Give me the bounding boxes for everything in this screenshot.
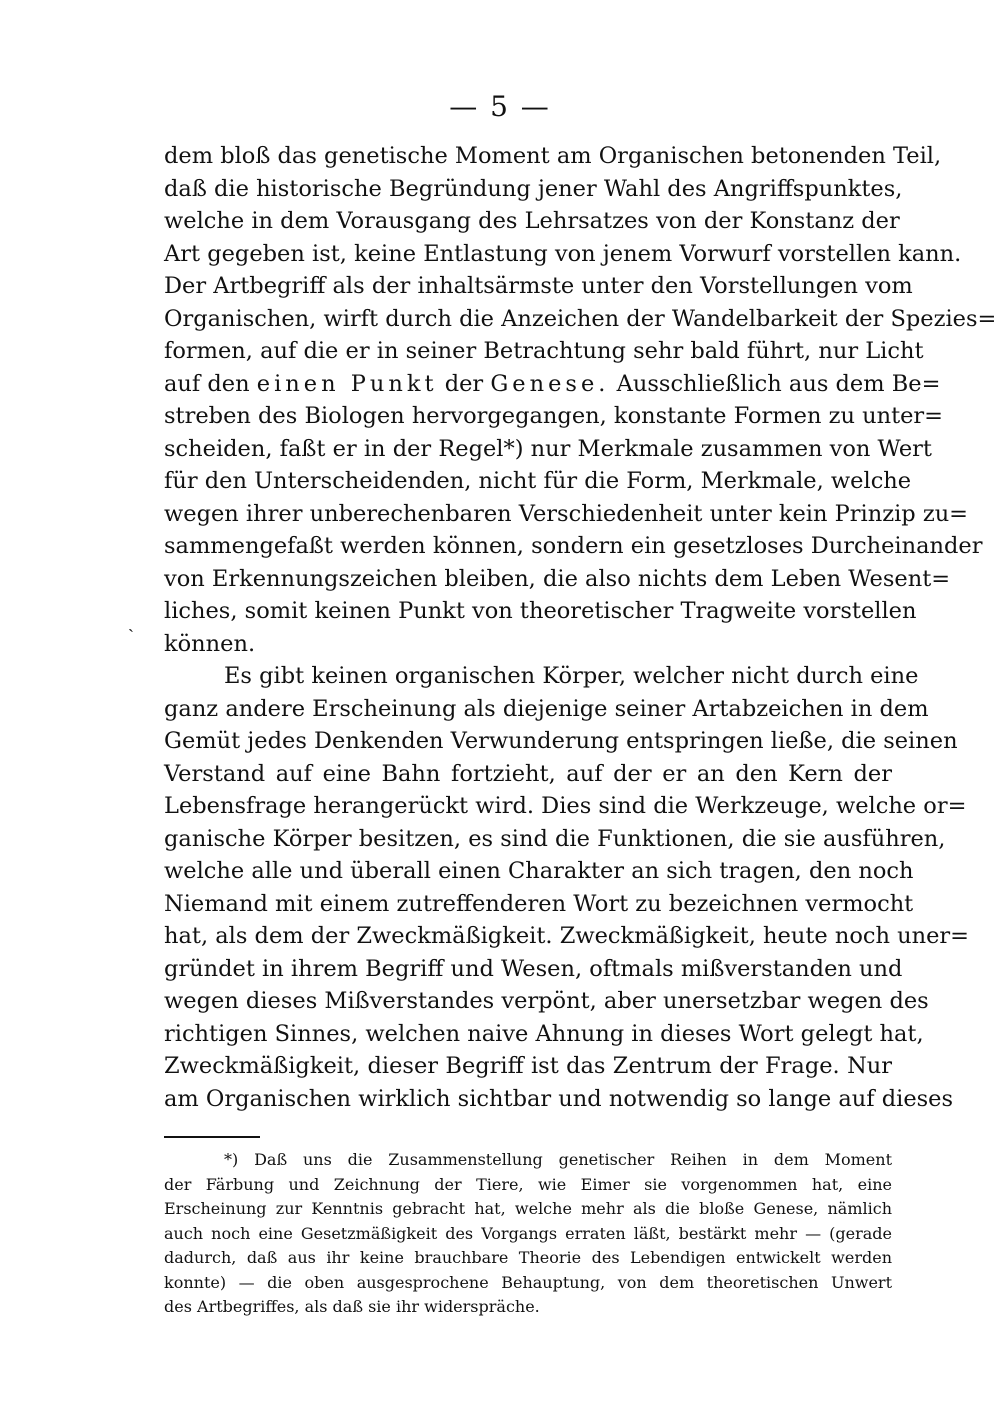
text-line: am Organischen wirklich sichtbar und notwendig so lange auf dieses: [164, 1085, 954, 1112]
text-line: formen, auf die er in seiner Betrachtung sehr bald führt, nur Licht: [164, 338, 924, 364]
footnote-line: *) Daß uns die Zusammenstellung genetischer Reihen in dem Moment: [224, 1150, 892, 1169]
text-line: können.: [164, 630, 256, 657]
footnote: [164, 1148, 892, 1320]
text-line: scheiden, faßt er in der Regel*) nur Merkmale zusammen von Wert: [164, 435, 932, 462]
text-line: wegen ihrer unberechenbaren Verschiedenheit unter kein Prinzip zu=: [164, 500, 969, 527]
footnote-line: auch noch eine Gesetzmäßigkeit des Vorgangs erraten läßt, bestärkt mehr — (gerade: [164, 1223, 892, 1243]
text-line: Niemand mit einem zutreffenderen Wort zu bezeichnen vermocht: [164, 890, 914, 917]
page-number: — 5 —: [449, 90, 551, 123]
text-line: Gemüt jedes Denkenden Verwunderung entspringen ließe, die seinen: [164, 728, 958, 754]
footnote-line: Erscheinung zur Kenntnis gebracht hat, welche mehr als die bloße Genese, nämlich: [164, 1199, 892, 1218]
footnote-line: konnte) — die oben ausgesprochene Behauptung, von dem theoretischen Unwert: [164, 1272, 892, 1292]
margin-mark: ˎ: [128, 612, 134, 633]
text-line: welche in dem Vorausgang des Lehrsatzes von der Konstanz der: [164, 208, 900, 234]
footnote-line: dadurch, daß aus ihr keine brauchbare Theorie des Lebendigen entwickelt werden: [164, 1248, 892, 1267]
footnote-line: des Artbegriffes, als daß sie ihr widerspräche.: [164, 1297, 540, 1316]
text-line: Organischen, wirft durch die Anzeichen der Wandelbarkeit der Spezies=: [164, 305, 997, 332]
text-line: Es gibt keinen organischen Körper, welcher nicht durch eine: [224, 663, 919, 689]
text-segment: Ausschließlich aus dem Be=: [616, 370, 941, 397]
text-line: für den Unterscheidenden, nicht für die Form, Merkmale, welche: [164, 468, 912, 494]
text-line: ganz andere Erscheinung als diejenige seiner Artabzeichen in dem: [164, 695, 929, 722]
text-line: hat, als dem der Zweckmäßigkeit. Zweckmäßigkeit, heute noch uner=: [164, 923, 970, 949]
text-line: sammengefaßt werden können, sondern ein gesetzloses Durcheinander: [164, 533, 983, 559]
text-line: Lebensfrage herangerückt wird. Dies sind die Werkzeuge, welche or=: [164, 793, 967, 819]
text-segment: auf den: [164, 370, 250, 397]
text-line: Der Artbegriff als der inhaltsärmste unter den Vorstellungen vom: [164, 273, 913, 299]
footnote-divider: [164, 1136, 260, 1138]
text-line: wegen dieses Mißverstandes verpönt, aber unersetzbar wegen des: [164, 988, 929, 1014]
text-line: Zweckmäßigkeit, dieser Begriff ist das Zentrum der Frage. Nur: [164, 1053, 892, 1079]
footnote-line: der Färbung und Zeichnung der Tiere, wie Eimer sie vorgenommen hat, eine: [164, 1174, 892, 1194]
text-line: Art gegeben ist, keine Entlastung von jenem Vorwurf vorstellen kann.: [164, 240, 962, 267]
text-segment: der: [444, 370, 484, 397]
text-line: von Erkennungszeichen bleiben, die also nichts dem Leben Wesent=: [164, 565, 951, 592]
emphasized-text: einen Punkt: [256, 370, 438, 397]
main-text: [164, 140, 997, 1115]
text-line: Verstand auf eine Bahn fortzieht, auf der er an den Kern der: [164, 760, 892, 787]
text-line: [164, 368, 941, 401]
text-line: gründet in ihrem Begriff und Wesen, oftmals mißverstanden und: [164, 955, 903, 982]
text-line: streben des Biologen hervorgegangen, konstante Formen zu unter=: [164, 403, 944, 429]
text-line: richtigen Sinnes, welchen naive Ahnung in dieses Wort gelegt hat,: [164, 1020, 924, 1047]
text-line: dem bloß das genetische Moment am Organischen betonenden Teil,: [164, 143, 942, 169]
text-line: liches, somit keinen Punkt von theoretischer Tragweite vorstellen: [164, 598, 917, 624]
text-line: welche alle und überall einen Charakter an sich tragen, den noch: [164, 858, 914, 884]
text-line: daß die historische Begründung jener Wahl des Angriffspunktes,: [164, 175, 903, 202]
emphasized-text: Genese.: [490, 370, 610, 397]
text-line: ganische Körper besitzen, es sind die Funktionen, die sie ausführen,: [164, 825, 946, 852]
